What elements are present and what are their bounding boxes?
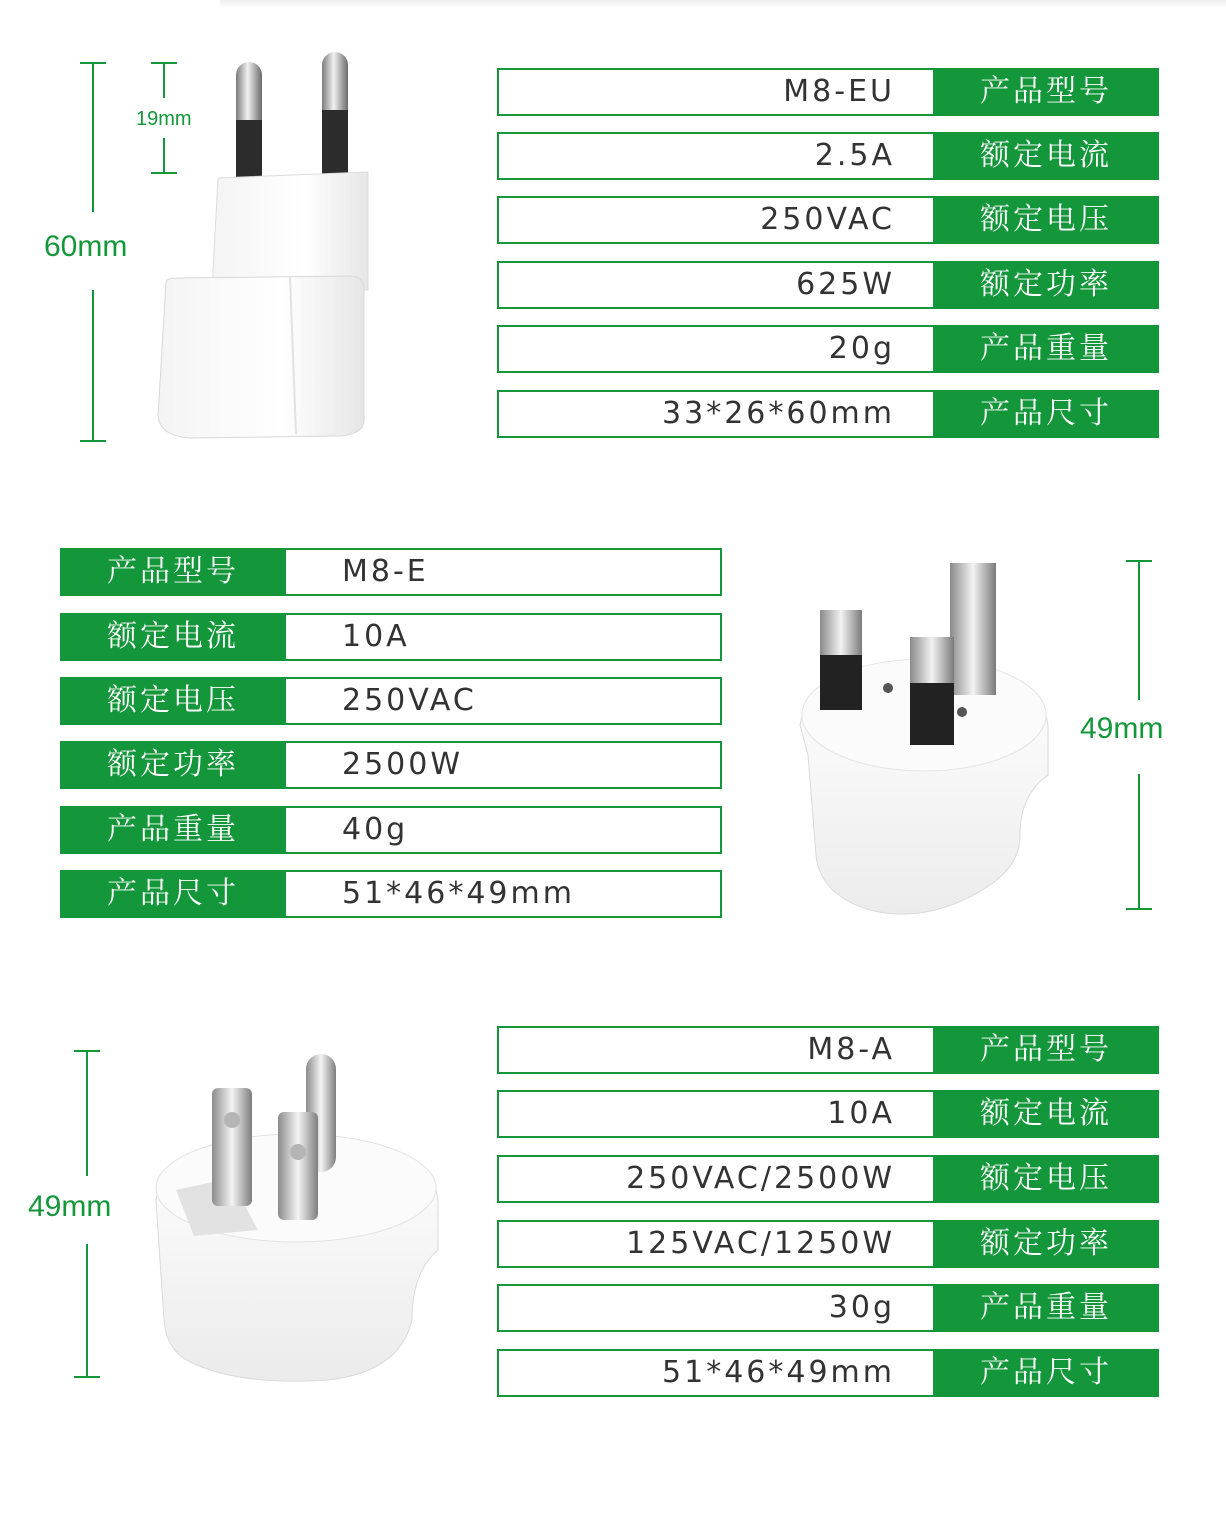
spec-value: 250VAC <box>342 683 477 718</box>
product-section-a <box>0 1000 1226 1470</box>
spec-value: 51*46*49mm <box>662 1355 895 1390</box>
height-label: 49mm <box>28 1190 112 1223</box>
spec-row-current <box>497 1090 1159 1138</box>
spec-row-power <box>60 741 722 789</box>
spec-row-model <box>60 548 722 596</box>
spec-label: 产品重量 <box>933 1284 1159 1332</box>
spec-row-size <box>60 870 722 918</box>
spec-value: 10A <box>827 1096 895 1131</box>
us-plug-image <box>150 1050 450 1390</box>
spec-row-current <box>60 613 722 661</box>
spec-label: 额定电压 <box>60 677 286 725</box>
product-section-eu <box>0 0 1226 470</box>
spec-label: 额定功率 <box>933 261 1159 309</box>
product-section-e <box>0 500 1226 970</box>
spec-value: M8-E <box>342 554 429 589</box>
spec-row-power <box>497 1220 1159 1268</box>
spec-row-voltage <box>497 1155 1159 1203</box>
spec-label: 产品尺寸 <box>933 390 1159 438</box>
spec-row-model <box>497 1026 1159 1074</box>
spec-row-voltage <box>60 677 722 725</box>
uk-plug-image <box>790 555 1060 925</box>
spec-table-eu <box>497 68 1159 440</box>
spec-label: 产品尺寸 <box>60 870 286 918</box>
spec-row-current <box>497 132 1159 180</box>
spec-value: 250VAC <box>760 202 895 237</box>
spec-value: M8-A <box>807 1032 895 1067</box>
spec-row-weight <box>60 806 722 854</box>
spec-row-size <box>497 1349 1159 1397</box>
spec-value: 20g <box>828 331 895 366</box>
spec-table-e <box>60 548 722 920</box>
spec-value: 51*46*49mm <box>342 876 575 911</box>
spec-label: 额定功率 <box>933 1220 1159 1268</box>
spec-value: 625W <box>796 267 895 302</box>
spec-value: 125VAC/1250W <box>626 1226 895 1261</box>
spec-label: 产品型号 <box>933 68 1159 116</box>
spec-value: M8-EU <box>783 74 895 109</box>
spec-row-size <box>497 390 1159 438</box>
spec-value: 2500W <box>342 747 464 782</box>
spec-label: 额定电流 <box>60 613 286 661</box>
spec-label: 产品型号 <box>60 548 286 596</box>
spec-row-model <box>497 68 1159 116</box>
spec-value: 2.5A <box>814 138 895 173</box>
spec-value: 10A <box>342 619 410 654</box>
spec-label: 额定电流 <box>933 132 1159 180</box>
spec-label: 产品尺寸 <box>933 1349 1159 1397</box>
height-label: 49mm <box>1080 712 1164 745</box>
spec-value: 40g <box>342 812 409 847</box>
spec-label: 额定电流 <box>933 1090 1159 1138</box>
spec-table-a <box>497 1026 1159 1398</box>
spec-label: 额定电压 <box>933 196 1159 244</box>
spec-value: 250VAC/2500W <box>626 1161 895 1196</box>
spec-label: 额定电压 <box>933 1155 1159 1203</box>
eu-plug-image <box>150 50 380 450</box>
spec-label: 产品重量 <box>933 325 1159 373</box>
spec-value: 30g <box>828 1290 895 1325</box>
spec-row-weight <box>497 1284 1159 1332</box>
spec-value: 33*26*60mm <box>662 396 895 431</box>
spec-label: 产品重量 <box>60 806 286 854</box>
height-label: 60mm <box>44 230 128 263</box>
spec-row-voltage <box>497 196 1159 244</box>
spec-label: 额定功率 <box>60 741 286 789</box>
pin-label: 19mm <box>136 108 192 130</box>
spec-row-power <box>497 261 1159 309</box>
spec-label: 产品型号 <box>933 1026 1159 1074</box>
spec-row-weight <box>497 325 1159 373</box>
